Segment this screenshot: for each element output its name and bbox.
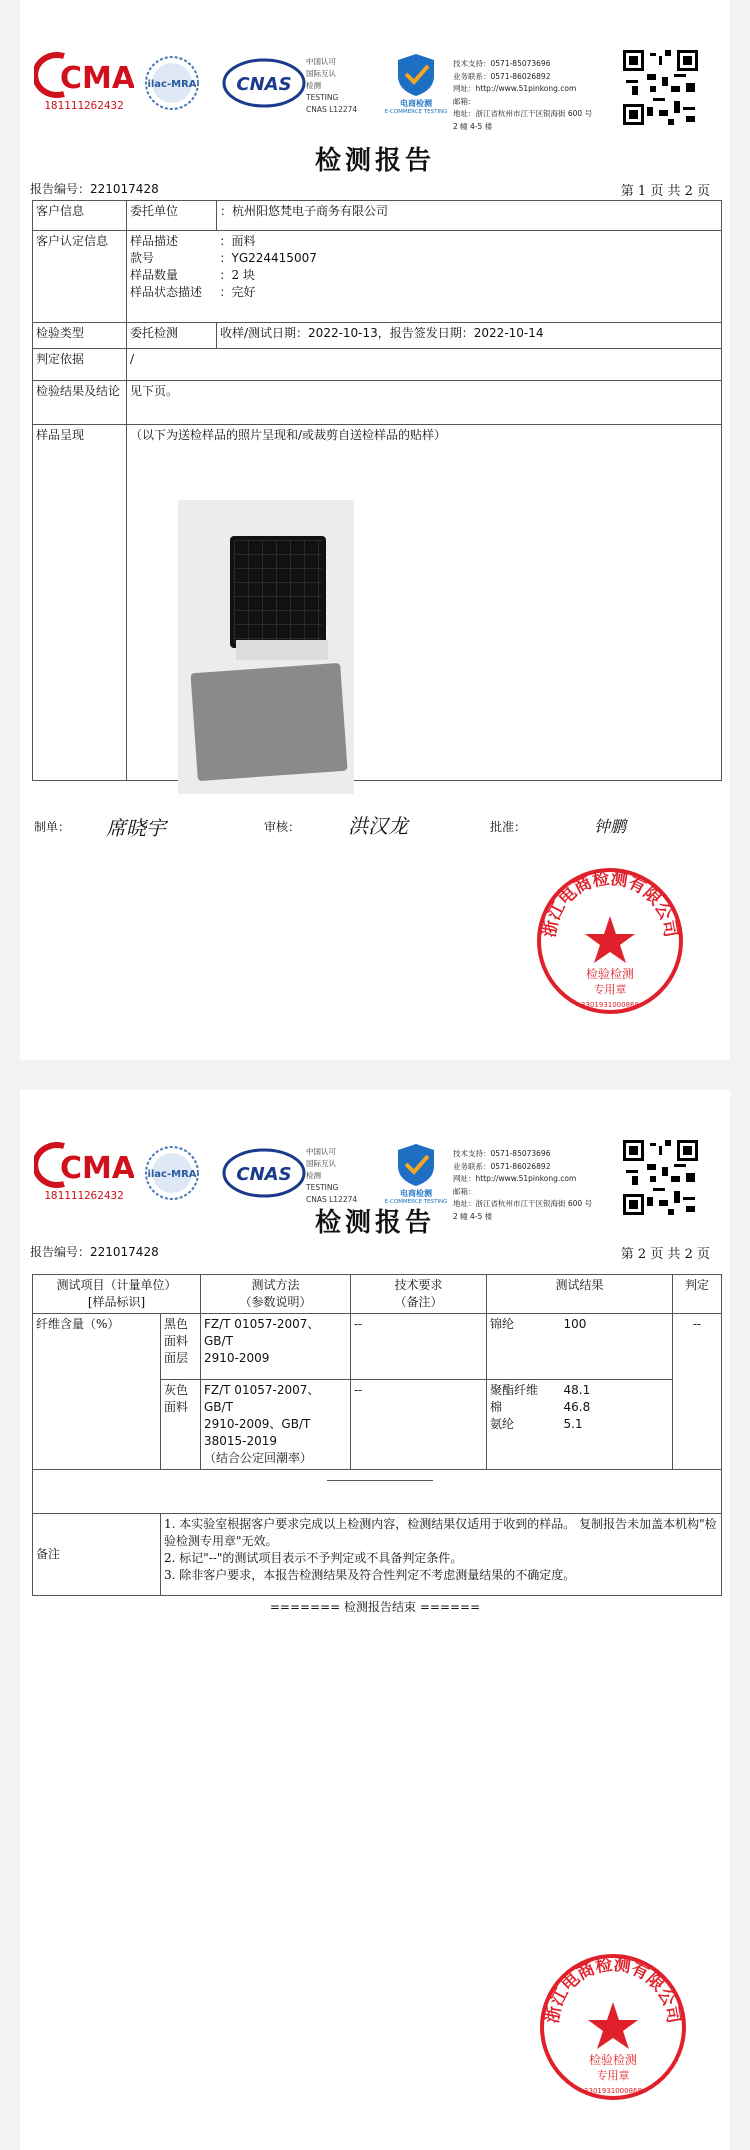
ec-logo-text: 电商检测 bbox=[400, 1189, 432, 1198]
cnas-text: CNAS bbox=[236, 1164, 292, 1185]
cma-text: CMA bbox=[60, 61, 134, 96]
gray-fabric-sample bbox=[190, 663, 347, 781]
black-fabric-sample bbox=[230, 536, 326, 648]
page-number: 第 1 页 共 2 页 bbox=[620, 184, 710, 199]
recognition-text: 中国认可 国际互认 检测 TESTING CNAS L12274 bbox=[306, 57, 358, 114]
table-row bbox=[33, 1314, 722, 1380]
header-item: 测试项目（计量单位） [样品标识] bbox=[33, 1275, 201, 1314]
report-title: 检测报告 bbox=[314, 146, 435, 176]
ilac-mra-logo bbox=[144, 55, 200, 111]
report-end: ======= 检测报告结束 ====== bbox=[269, 1600, 481, 1614]
report-number: 报告编号：221017428 bbox=[30, 1245, 159, 1259]
cma-logo bbox=[34, 1142, 134, 1202]
sample-id: 灰色 面料 bbox=[161, 1380, 201, 1470]
reviewed-signature: 洪汉龙 bbox=[348, 814, 408, 838]
test-method: FZ/T 01057-2007、GB/T 2910-2009、GB/T 38015-2019 （结合公定回潮率） bbox=[201, 1380, 351, 1470]
company-seal bbox=[535, 866, 685, 1016]
header-result: 测试结果 bbox=[487, 1275, 673, 1314]
cnas-logo bbox=[222, 58, 306, 108]
prepared-signature: 席晓宇 bbox=[106, 816, 166, 840]
verdict: -- bbox=[673, 1314, 722, 1470]
test-item: 纤维含量（%） bbox=[33, 1314, 161, 1470]
remark-item: 2. 标记"--"的测试项目表示不予判定或不具备判定条件。 bbox=[164, 1551, 463, 1565]
ec-logo-en: E-COMMERCE TESTING bbox=[384, 109, 448, 115]
blank-row bbox=[33, 1470, 722, 1514]
sample-state-label: 样品状态描述 bbox=[130, 285, 203, 299]
result-value: 100 bbox=[561, 1314, 673, 1380]
qr-code bbox=[623, 50, 698, 125]
ilac-text: ilac-MRA bbox=[147, 1169, 197, 1180]
recognition-text: 中国认可 国际互认 检测 TESTING CNAS L12274 bbox=[306, 1147, 358, 1204]
svg-text:浙江电商检测有限公司: 浙江电商检测有限公司 bbox=[542, 1954, 684, 2025]
conclusion-value: 见下页。 bbox=[127, 381, 722, 425]
svg-text:3301931000868: 3301931000868 bbox=[581, 1001, 639, 1009]
client-value: ：杭州阳悠梵电子商务有限公司 bbox=[217, 201, 722, 231]
header-method: 测试方法 （参数说明） bbox=[201, 1275, 351, 1314]
letterhead bbox=[20, 1090, 730, 1221]
company-seal bbox=[538, 1952, 688, 2102]
sample-present-label: 样品呈现 bbox=[33, 425, 127, 781]
sample-id: 黑色 面料 面层 bbox=[161, 1314, 201, 1380]
ec-logo-text: 电商检测 bbox=[400, 99, 432, 108]
cma-number: 181111262432 bbox=[44, 99, 124, 112]
svg-text:检验检测: 检验检测 bbox=[585, 967, 635, 981]
basis-label: 判定依据 bbox=[33, 349, 127, 381]
ecommerce-testing-logo bbox=[376, 50, 456, 122]
approved-label: 批准： bbox=[490, 820, 527, 834]
remark-item: 3. 除非客户要求，本报告检测结果及符合性判定不考虑测量结果的不确定度。 bbox=[164, 1568, 576, 1582]
cnas-text: CNAS bbox=[236, 74, 292, 95]
sample-photo bbox=[178, 500, 354, 794]
svg-text:检验检测: 检验检测 bbox=[588, 2053, 638, 2067]
test-type-value: 委托检测 bbox=[127, 323, 217, 349]
cma-logo bbox=[34, 52, 134, 112]
cma-text: CMA bbox=[60, 1151, 134, 1186]
cnas-logo bbox=[222, 1148, 306, 1198]
sample-desc-value: ：面料 bbox=[219, 234, 256, 248]
header-requirement: 技术要求 （备注） bbox=[351, 1275, 487, 1314]
requirement: -- bbox=[351, 1314, 487, 1380]
page-number: 第 2 页 共 2 页 bbox=[620, 1247, 710, 1262]
customer-id-info-label: 客户认定信息 bbox=[33, 231, 127, 323]
result-value: 48.1 46.8 5.1 bbox=[561, 1380, 673, 1470]
sample-present-note: （以下为送检样品的照片呈现和/或裁剪自送检样品的贴样） bbox=[127, 425, 722, 781]
report-page-1 bbox=[20, 0, 730, 1060]
ilac-text: ilac-MRA bbox=[147, 79, 197, 90]
report-page-2 bbox=[20, 1090, 730, 2150]
svg-text:专用章: 专用章 bbox=[593, 983, 627, 996]
info-table bbox=[32, 200, 722, 781]
customer-info-label: 客户信息 bbox=[33, 201, 127, 231]
conclusion-label: 检验结果及结论 bbox=[33, 381, 127, 425]
reviewed-label: 审核： bbox=[264, 820, 301, 834]
report-title: 检测报告 bbox=[314, 1208, 435, 1238]
remarks-label: 备注 bbox=[33, 1514, 161, 1596]
result-name: 聚酯纤维 棉 氨纶 bbox=[487, 1380, 561, 1470]
svg-text:浙江电商检测有限公司: 浙江电商检测有限公司 bbox=[539, 868, 681, 939]
test-method: FZ/T 01057-2007、GB/T 2910-2009 bbox=[201, 1314, 351, 1380]
cma-number: 181111262432 bbox=[44, 1189, 124, 1202]
style-no-value: ：YG224415007 bbox=[219, 251, 317, 265]
test-dates: 收样/测试日期：2022-10-13，报告签发日期：2022-10-14 bbox=[217, 323, 722, 349]
contact-info: 技术支持：0571-85073696 业务联系：0571-86026892 网址：http://www.51pinkong.com 邮箱： 地址：浙江省杭州市江干区银海街 600 号 2 幢 4-5 楼 bbox=[453, 1149, 593, 1221]
remarks bbox=[161, 1514, 722, 1596]
results-table bbox=[32, 1274, 722, 1596]
prepared-label: 制单： bbox=[34, 820, 71, 834]
basis-value: / bbox=[127, 349, 722, 381]
header-verdict: 判定 bbox=[673, 1275, 722, 1314]
svg-text:专用章: 专用章 bbox=[596, 2069, 630, 2082]
svg-text:3301931000868: 3301931000868 bbox=[584, 2087, 642, 2095]
test-type-label: 检验类型 bbox=[33, 323, 127, 349]
ec-logo-en: E-COMMERCE TESTING bbox=[384, 1199, 448, 1205]
requirement: -- bbox=[351, 1380, 487, 1470]
approved-signature: 钟鹏 bbox=[594, 817, 627, 836]
sample-desc-label: 样品描述 bbox=[130, 234, 179, 248]
ilac-mra-logo bbox=[144, 1145, 200, 1201]
report-number: 报告编号：221017428 bbox=[30, 182, 159, 196]
sample-state-value: ：完好 bbox=[219, 285, 256, 299]
letterhead bbox=[20, 0, 730, 131]
sample-qty-value: ：2 块 bbox=[219, 268, 255, 282]
remark-item: 1. 本实验室根据客户要求完成以上检测内容，检测结果仅适用于收到的样品。 复制报告未加盖本机构"检验检测专用章"无效。 bbox=[164, 1517, 717, 1548]
style-no-label: 款号 bbox=[130, 251, 155, 265]
result-name: 锦纶 bbox=[487, 1314, 561, 1380]
client-label: 委托单位 bbox=[127, 201, 217, 231]
sample-qty-label: 样品数量 bbox=[130, 268, 179, 282]
contact-info: 技术支持：0571-85073696 业务联系：0571-86026892 网址：http://www.51pinkong.com 邮箱： 地址：浙江省杭州市江干区银海街 600 号 2 幢 4-5 楼 bbox=[453, 59, 593, 131]
